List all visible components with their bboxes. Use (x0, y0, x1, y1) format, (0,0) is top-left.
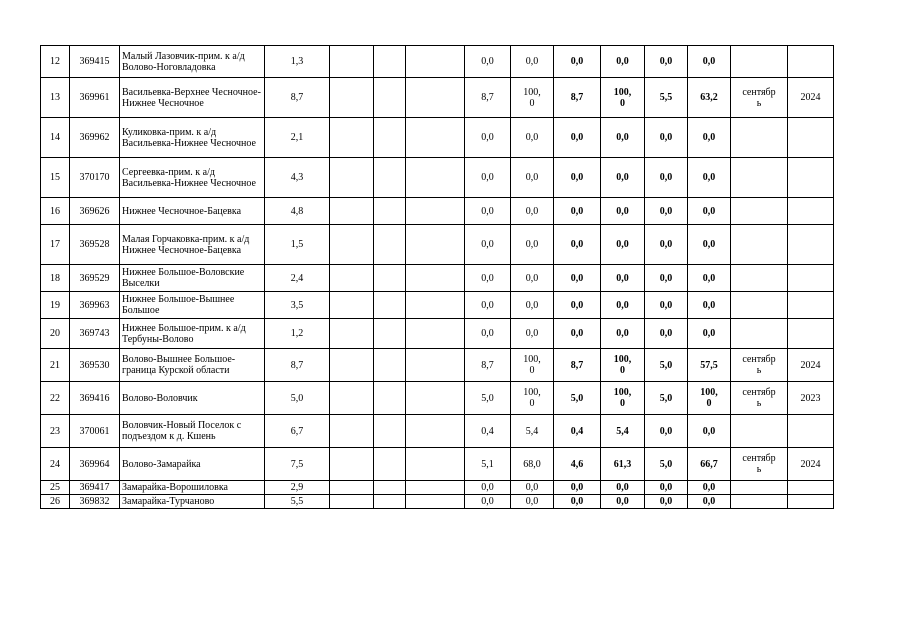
cell-empty (406, 225, 465, 265)
cell-empty (406, 382, 465, 415)
cell-year: 2024 (788, 349, 834, 382)
cell-num: 18 (41, 265, 70, 292)
cell-month (731, 292, 788, 319)
cell-empty (330, 46, 374, 78)
cell-num: 25 (41, 481, 70, 495)
cell-month (731, 495, 788, 509)
cell-name: Нижнее Большое-Вышнее Большое (120, 292, 265, 319)
cell-year: 2024 (788, 78, 834, 118)
cell-num: 21 (41, 349, 70, 382)
cell-v4: 0,0 (601, 265, 645, 292)
cell-v4: 0,0 (601, 495, 645, 509)
cell-v5: 0,0 (645, 495, 688, 509)
cell-v5: 0,0 (645, 481, 688, 495)
cell-v6: 0,0 (688, 481, 731, 495)
cell-num: 15 (41, 158, 70, 198)
cell-v4: 61,3 (601, 448, 645, 481)
cell-year: 2024 (788, 448, 834, 481)
cell-empty (406, 78, 465, 118)
cell-name: Замарайка-Ворошиловка (120, 481, 265, 495)
cell-v5: 5,5 (645, 78, 688, 118)
cell-month: сентябр ь (731, 382, 788, 415)
cell-v4: 0,0 (601, 46, 645, 78)
cell-v5: 5,0 (645, 382, 688, 415)
cell-name: Воловчик-Новый Поселок с подъездом к д. Кшень (120, 415, 265, 448)
cell-v4: 0,0 (601, 225, 645, 265)
cell-v1: 0,4 (465, 415, 511, 448)
cell-empty (374, 46, 406, 78)
cell-code: 369417 (70, 481, 120, 495)
cell-year (788, 46, 834, 78)
cell-empty (330, 118, 374, 158)
cell-v2: 0,0 (511, 118, 554, 158)
cell-month (731, 225, 788, 265)
cell-v5: 0,0 (645, 158, 688, 198)
cell-v6: 0,0 (688, 46, 731, 78)
cell-empty (406, 158, 465, 198)
cell-v4: 0,0 (601, 118, 645, 158)
cell-code: 369528 (70, 225, 120, 265)
cell-v5: 0,0 (645, 292, 688, 319)
cell-empty (374, 292, 406, 319)
cell-empty (374, 349, 406, 382)
cell-num: 14 (41, 118, 70, 158)
cell-empty (330, 225, 374, 265)
cell-empty (406, 198, 465, 225)
cell-year (788, 198, 834, 225)
table-row (41, 319, 834, 349)
cell-v3: 0,0 (554, 495, 601, 509)
cell-v5: 5,0 (645, 448, 688, 481)
cell-empty (330, 319, 374, 349)
cell-len: 3,5 (265, 292, 330, 319)
cell-len: 1,2 (265, 319, 330, 349)
cell-v2: 100, 0 (511, 78, 554, 118)
cell-len: 5,0 (265, 382, 330, 415)
cell-code: 369964 (70, 448, 120, 481)
cell-code: 369626 (70, 198, 120, 225)
cell-empty (406, 481, 465, 495)
cell-v1: 0,0 (465, 495, 511, 509)
cell-v4: 0,0 (601, 158, 645, 198)
cell-num: 20 (41, 319, 70, 349)
cell-empty (330, 292, 374, 319)
cell-month (731, 481, 788, 495)
cell-v3: 8,7 (554, 78, 601, 118)
cell-v1: 8,7 (465, 349, 511, 382)
cell-v1: 5,0 (465, 382, 511, 415)
cell-v3: 0,0 (554, 481, 601, 495)
cell-year (788, 415, 834, 448)
cell-v3: 0,0 (554, 46, 601, 78)
cell-empty (330, 382, 374, 415)
cell-v1: 0,0 (465, 265, 511, 292)
cell-name: Нижнее Чесночное-Бацевка (120, 198, 265, 225)
cell-name: Волово-Вышнее Большое-граница Курской области (120, 349, 265, 382)
cell-v3: 0,0 (554, 118, 601, 158)
cell-len: 2,9 (265, 481, 330, 495)
cell-empty (374, 382, 406, 415)
cell-month (731, 46, 788, 78)
cell-year (788, 292, 834, 319)
cell-v3: 0,0 (554, 319, 601, 349)
cell-month (731, 319, 788, 349)
cell-empty (406, 118, 465, 158)
cell-code: 369415 (70, 46, 120, 78)
cell-num: 17 (41, 225, 70, 265)
cell-empty (330, 198, 374, 225)
cell-num: 16 (41, 198, 70, 225)
cell-v6: 0,0 (688, 265, 731, 292)
cell-empty (374, 225, 406, 265)
cell-v2: 100, 0 (511, 382, 554, 415)
cell-v1: 8,7 (465, 78, 511, 118)
cell-v4: 0,0 (601, 319, 645, 349)
cell-v2: 5,4 (511, 415, 554, 448)
cell-empty (406, 319, 465, 349)
cell-month (731, 415, 788, 448)
cell-v6: 57,5 (688, 349, 731, 382)
table-row (41, 46, 834, 78)
cell-v1: 0,0 (465, 481, 511, 495)
cell-v3: 0,0 (554, 265, 601, 292)
cell-v3: 0,0 (554, 225, 601, 265)
cell-v2: 0,0 (511, 292, 554, 319)
cell-v1: 0,0 (465, 198, 511, 225)
cell-code: 369832 (70, 495, 120, 509)
cell-code: 369963 (70, 292, 120, 319)
cell-month (731, 265, 788, 292)
cell-v2: 0,0 (511, 46, 554, 78)
cell-name: Нижнее Большое-Воловские Выселки (120, 265, 265, 292)
cell-v4: 5,4 (601, 415, 645, 448)
cell-empty (374, 118, 406, 158)
cell-year (788, 265, 834, 292)
cell-empty (330, 415, 374, 448)
cell-year (788, 118, 834, 158)
cell-year (788, 225, 834, 265)
cell-v5: 0,0 (645, 118, 688, 158)
cell-empty (330, 349, 374, 382)
cell-v6: 0,0 (688, 415, 731, 448)
cell-empty (406, 349, 465, 382)
cell-v4: 100, 0 (601, 349, 645, 382)
cell-v1: 0,0 (465, 225, 511, 265)
cell-code: 369743 (70, 319, 120, 349)
cell-empty (374, 198, 406, 225)
cell-len: 4,3 (265, 158, 330, 198)
cell-v2: 0,0 (511, 495, 554, 509)
cell-month (731, 198, 788, 225)
cell-code: 369530 (70, 349, 120, 382)
table-row (41, 481, 834, 495)
cell-empty (374, 158, 406, 198)
cell-v5: 5,0 (645, 349, 688, 382)
cell-v2: 0,0 (511, 225, 554, 265)
cell-empty (374, 415, 406, 448)
cell-name: Замарайка-Турчаново (120, 495, 265, 509)
cell-empty (406, 495, 465, 509)
cell-v6: 0,0 (688, 495, 731, 509)
cell-name: Малый Лазовчик-прим. к а/д Волово-Ноговладовка (120, 46, 265, 78)
cell-v6: 0,0 (688, 319, 731, 349)
cell-code: 370061 (70, 415, 120, 448)
cell-v3: 8,7 (554, 349, 601, 382)
cell-empty (406, 265, 465, 292)
cell-len: 6,7 (265, 415, 330, 448)
cell-month: сентябр ь (731, 448, 788, 481)
cell-name: Васильевка-Верхнее Чесночное-Нижнее Чесночное (120, 78, 265, 118)
table-row (41, 382, 834, 415)
table-row (41, 265, 834, 292)
cell-v3: 0,0 (554, 292, 601, 319)
cell-empty (374, 481, 406, 495)
cell-code: 369529 (70, 265, 120, 292)
cell-v5: 0,0 (645, 319, 688, 349)
cell-len: 5,5 (265, 495, 330, 509)
cell-num: 19 (41, 292, 70, 319)
cell-year (788, 319, 834, 349)
cell-year: 2023 (788, 382, 834, 415)
cell-month: сентябр ь (731, 349, 788, 382)
cell-v3: 4,6 (554, 448, 601, 481)
cell-empty (330, 481, 374, 495)
cell-len: 7,5 (265, 448, 330, 481)
cell-v2: 0,0 (511, 319, 554, 349)
table-row (41, 349, 834, 382)
cell-empty (330, 495, 374, 509)
cell-len: 2,1 (265, 118, 330, 158)
cell-month (731, 158, 788, 198)
table-row (41, 415, 834, 448)
cell-name: Волово-Воловчик (120, 382, 265, 415)
cell-v1: 5,1 (465, 448, 511, 481)
cell-v3: 0,0 (554, 198, 601, 225)
cell-year (788, 158, 834, 198)
cell-empty (330, 158, 374, 198)
cell-v3: 0,4 (554, 415, 601, 448)
cell-len: 2,4 (265, 265, 330, 292)
cell-empty (406, 448, 465, 481)
cell-len: 1,5 (265, 225, 330, 265)
cell-v5: 0,0 (645, 265, 688, 292)
cell-name: Малая Горчаковка-прим. к а/д Нижнее Чесночное-Бацевка (120, 225, 265, 265)
table-row (41, 198, 834, 225)
cell-v2: 0,0 (511, 265, 554, 292)
cell-v2: 0,0 (511, 158, 554, 198)
cell-name: Куликовка-прим. к а/д Васильевка-Нижнее Чесночное (120, 118, 265, 158)
table-row (41, 225, 834, 265)
cell-v6: 66,7 (688, 448, 731, 481)
cell-year (788, 495, 834, 509)
cell-code: 369961 (70, 78, 120, 118)
cell-num: 13 (41, 78, 70, 118)
cell-year (788, 481, 834, 495)
cell-len: 8,7 (265, 349, 330, 382)
cell-empty (406, 46, 465, 78)
cell-num: 12 (41, 46, 70, 78)
cell-v4: 100, 0 (601, 382, 645, 415)
cell-v6: 0,0 (688, 158, 731, 198)
table-row (41, 78, 834, 118)
cell-v2: 68,0 (511, 448, 554, 481)
cell-len: 1,3 (265, 46, 330, 78)
cell-v6: 0,0 (688, 292, 731, 319)
cell-code: 370170 (70, 158, 120, 198)
cell-v1: 0,0 (465, 118, 511, 158)
cell-month (731, 118, 788, 158)
cell-month: сентябр ь (731, 78, 788, 118)
cell-num: 26 (41, 495, 70, 509)
cell-name: Волово-Замарайка (120, 448, 265, 481)
cell-empty (374, 319, 406, 349)
cell-name: Сергеевка-прим. к а/д Васильевка-Нижнее Чесночное (120, 158, 265, 198)
cell-v2: 0,0 (511, 198, 554, 225)
cell-name: Нижнее Большое-прим. к а/д Тербуны-Волово (120, 319, 265, 349)
cell-v1: 0,0 (465, 292, 511, 319)
table-row (41, 495, 834, 509)
cell-num: 24 (41, 448, 70, 481)
table-row (41, 292, 834, 319)
table-body (41, 46, 834, 509)
cell-len: 4,8 (265, 198, 330, 225)
cell-empty (374, 448, 406, 481)
cell-v1: 0,0 (465, 319, 511, 349)
cell-v5: 0,0 (645, 225, 688, 265)
cell-v3: 0,0 (554, 158, 601, 198)
cell-v3: 5,0 (554, 382, 601, 415)
cell-code: 369416 (70, 382, 120, 415)
cell-empty (374, 265, 406, 292)
cell-v1: 0,0 (465, 46, 511, 78)
cell-v5: 0,0 (645, 46, 688, 78)
cell-empty (374, 78, 406, 118)
cell-v4: 0,0 (601, 292, 645, 319)
cell-len: 8,7 (265, 78, 330, 118)
cell-v5: 0,0 (645, 415, 688, 448)
cell-v4: 100, 0 (601, 78, 645, 118)
cell-v4: 0,0 (601, 198, 645, 225)
cell-empty (406, 415, 465, 448)
table-row (41, 158, 834, 198)
cell-empty (374, 495, 406, 509)
cell-v6: 100, 0 (688, 382, 731, 415)
cell-v4: 0,0 (601, 481, 645, 495)
roads-table (40, 45, 834, 509)
cell-num: 22 (41, 382, 70, 415)
cell-v2: 0,0 (511, 481, 554, 495)
cell-v6: 0,0 (688, 225, 731, 265)
cell-empty (330, 265, 374, 292)
cell-empty (330, 448, 374, 481)
cell-v5: 0,0 (645, 198, 688, 225)
table-row (41, 118, 834, 158)
cell-v6: 0,0 (688, 118, 731, 158)
cell-v1: 0,0 (465, 158, 511, 198)
cell-num: 23 (41, 415, 70, 448)
cell-empty (406, 292, 465, 319)
cell-code: 369962 (70, 118, 120, 158)
cell-empty (330, 78, 374, 118)
table-row (41, 448, 834, 481)
cell-v6: 0,0 (688, 198, 731, 225)
cell-v6: 63,2 (688, 78, 731, 118)
cell-v2: 100, 0 (511, 349, 554, 382)
